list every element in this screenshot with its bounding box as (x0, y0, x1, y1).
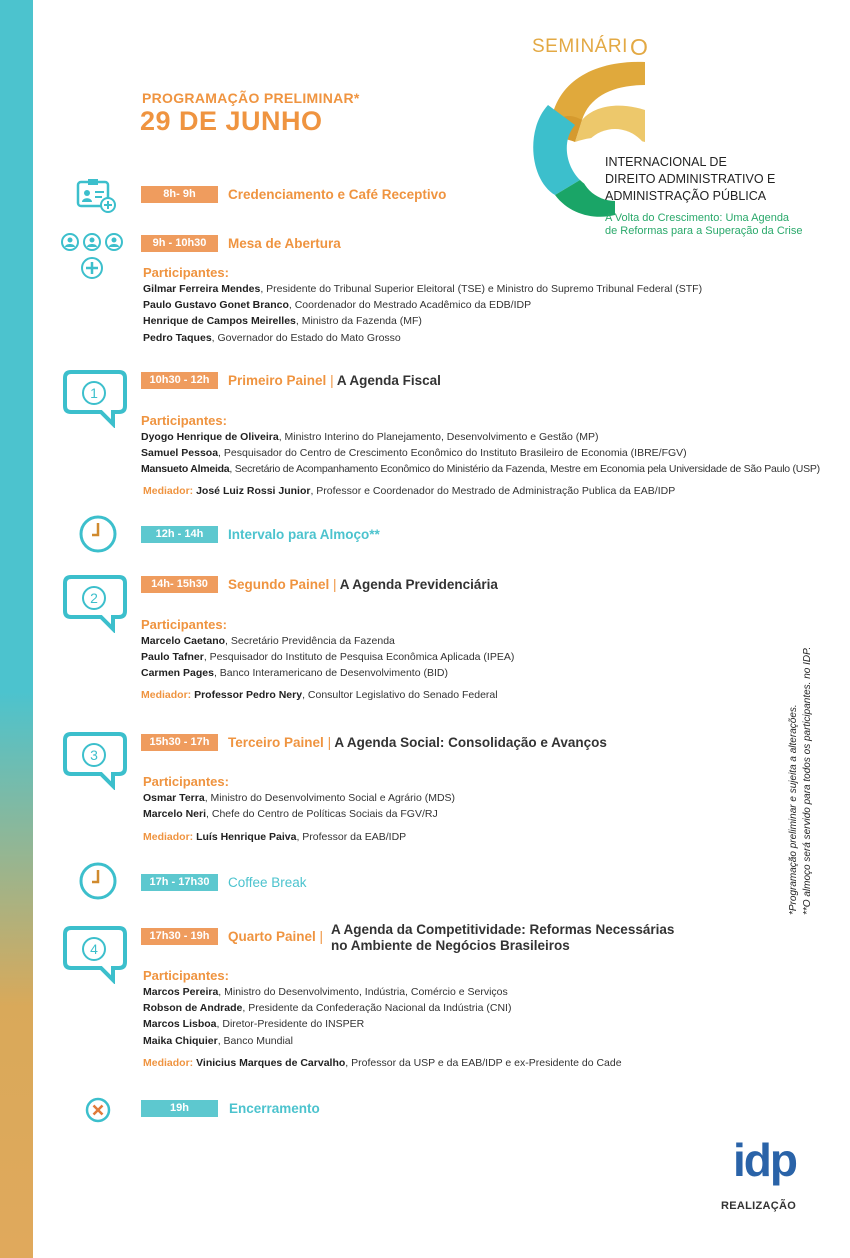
participant: Henrique de Campos Meirelles, Ministro da Fazenda (MF) (143, 315, 422, 328)
clock-icon (78, 861, 118, 901)
participant: Marcelo Neri, Chefe do Centro de Políticas Sociais da FGV/RJ (143, 808, 438, 821)
time-badge: 8h- 9h (141, 186, 218, 203)
session-title: Terceiro Painel | A Agenda Social: Consolidação e Avanços (228, 735, 607, 750)
logo-subtitle-line: de Reformas para a Superação da Crise (605, 225, 803, 237)
logo-top-o: O (630, 34, 648, 60)
time-badge: 19h (141, 1100, 218, 1117)
participant: Marcelo Caetano, Secretário Previdência da Fazenda (141, 635, 395, 647)
participant: Pedro Taques, Governador do Estado do Mato Grosso (143, 331, 401, 344)
idp-logo: idp (733, 1134, 796, 1186)
participants-list (143, 790, 455, 822)
logo-subtitle-line: A Volta do Crescimento: Uma Agenda (605, 212, 790, 224)
participant: Dyogo Henrique de Oliveira, Ministro Interino do Planejamento, Desenvolvimento e Gestão (MP) (141, 431, 599, 443)
svg-text:1: 1 (90, 385, 98, 401)
participant: Marcos Lisboa, Diretor-Presidente do INSPER (143, 1018, 365, 1031)
logo-subtitle (605, 212, 803, 238)
id-card-icon (76, 178, 118, 214)
speech-bubble-2-icon (63, 573, 129, 633)
participant: Carmen Pages, Banco Interamericano de Desenvolvimento (BID) (141, 667, 448, 680)
program-date: 29 DE JUNHO (140, 106, 323, 136)
session-title: Mesa de Abertura (228, 236, 341, 251)
mediator-line: Mediador: Luís Henrique Paiva, Professor da EAB/IDP (143, 831, 407, 843)
session-title: Credenciamento e Café Receptivo (228, 187, 447, 202)
participants-list (141, 429, 820, 478)
participants-label: Participantes: (143, 265, 229, 280)
session-title: Intervalo para Almoço** (228, 527, 380, 542)
participant: Robson de Andrade, Presidente da Confederação Nacional da Indústria (CNI) (143, 1002, 512, 1015)
mediator-line: Mediador: Vinicius Marques de Carvalho, Professor da USP e da EAB/IDP e ex-Presidente do Cade (143, 1057, 622, 1069)
participant: Osmar Terra, Ministro do Desenvolvimento Social e Agrário (MDS) (143, 792, 456, 804)
session-title: Quarto Painel | (228, 929, 324, 944)
time-badge: 17h - 17h30 (141, 874, 218, 891)
session-subtitle: A Agenda da Competitividade: Reformas Necessárias no Ambiente de Negócios Brasileiros (331, 922, 675, 953)
clock-icon (78, 514, 118, 554)
speech-bubble-3-icon (63, 730, 129, 790)
logo-top-word: SEMINÁRI (532, 36, 628, 57)
time-badge: 10h30 - 12h (141, 372, 218, 389)
time-badge: 12h - 14h (141, 526, 218, 543)
participants-label: Participantes: (143, 968, 229, 983)
session-title: Segundo Painel | A Agenda Previdenciária (228, 577, 498, 592)
participants-label: Participantes: (141, 413, 227, 428)
svg-text:3: 3 (90, 747, 98, 763)
speech-bubble-4-icon (63, 924, 129, 984)
note-2: **O almoço será servido para todos os participantes. no IDP. (802, 646, 813, 915)
participants-list (141, 633, 514, 682)
mediator-line: Mediador: José Luiz Rossi Junior, Professor e Coordenador do Mestrado de Administração Publica da EAB/IDP (143, 485, 676, 497)
svg-text:2: 2 (90, 590, 98, 606)
participant: Mansueto Almeida, Secretário de Acompanhamento Econômico do Ministério da Fazenda, Mestre em Economia pela Universidade de São Paulo (USP) (141, 463, 820, 476)
close-circle-icon (85, 1097, 111, 1123)
svg-text:4: 4 (90, 941, 98, 957)
time-badge: 17h30 - 19h (141, 928, 218, 945)
people-add-icon (60, 232, 126, 280)
logo-title (605, 154, 775, 205)
time-badge: 15h30 - 17h (141, 734, 218, 751)
time-badge: 9h - 10h30 (141, 235, 218, 252)
program-label: PROGRAMAÇÃO PRELIMINAR* (142, 90, 360, 106)
session-title: Primeiro Painel | A Agenda Fiscal (228, 373, 441, 388)
participant: Maika Chiquier, Banco Mundial (143, 1034, 293, 1047)
participants-list (143, 984, 511, 1049)
participants-label: Participantes: (143, 774, 229, 789)
note-1: *Programação preliminar e sujeita a alterações. (788, 704, 799, 915)
session-title: Coffee Break (228, 875, 307, 890)
participants-label: Participantes: (141, 617, 227, 632)
realizacao-label: REALIZAÇÃO (721, 1200, 797, 1212)
participant: Paulo Tafner, Pesquisador do Instituto de Pesquisa Econômica Aplicada (IPEA) (141, 651, 515, 664)
seminar-logo (520, 30, 820, 250)
logo-title-line: INTERNACIONAL DE (605, 155, 727, 169)
session-title: Encerramento (229, 1101, 320, 1116)
participant: Marcos Pereira, Ministro do Desenvolvimento, Indústria, Comércio e Serviços (143, 986, 508, 998)
participants-list (143, 281, 702, 346)
side-notes (788, 625, 828, 915)
participant: Paulo Gustavo Gonet Branco, Coordenador do Mestrado Acadêmico da EDB/IDP (143, 299, 532, 312)
speech-bubble-1-icon (63, 368, 129, 428)
time-badge: 14h- 15h30 (141, 576, 218, 593)
participant: Gilmar Ferreira Mendes, Presidente do Tribunal Superior Eleitoral (TSE) e Ministro do Supremo Tribunal Federal (STF) (143, 283, 703, 295)
left-color-bar (0, 0, 33, 1258)
logo-title-line: ADMINISTRAÇÃO PÚBLICA (605, 189, 767, 203)
participant: Samuel Pessoa, Pesquisador do Centro de Crescimento Econômico do Instituto Brasileiro de Economia (IBRE/FGV) (141, 447, 687, 460)
logo-title-line: DIREITO ADMINISTRATIVO E (605, 172, 776, 186)
mediator-line: Mediador: Professor Pedro Nery, Consultor Legislativo do Senado Federal (141, 689, 498, 701)
